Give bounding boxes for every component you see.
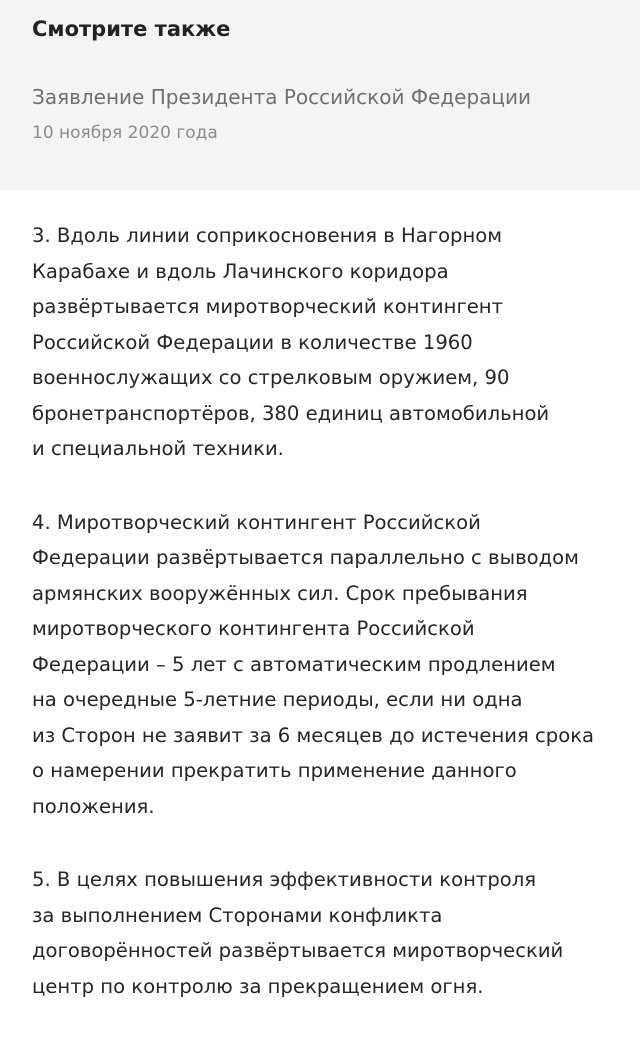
paragraph-line: 3. Вдоль линии соприкосновения в Нагорном <box>32 224 503 247</box>
see-also-block <box>0 0 640 190</box>
paragraph-line: 4. Миротворческий контингент Российской <box>32 510 481 534</box>
paragraph-line: бронетранспортёров, 380 единиц автомобильной <box>32 401 550 425</box>
paragraph-3 <box>32 218 608 467</box>
paragraph-line: 5. В целях повышения эффективности контроля <box>32 868 537 891</box>
paragraph-line: положения. <box>32 794 155 818</box>
paragraph-4 <box>32 505 608 825</box>
paragraph-line: Федерации развёртывается параллельно с выводом <box>32 546 579 569</box>
see-also-heading: Смотрите также <box>32 17 231 41</box>
paragraph-line: о намерении прекратить применение данного <box>32 759 517 782</box>
paragraph-line: миротворческого контингента Российской <box>32 617 475 640</box>
see-also-link[interactable]: Заявление Президента Российской Федерации <box>32 85 532 109</box>
paragraph-line: за выполнением Сторонами конфликта <box>32 903 443 927</box>
article-body <box>0 190 640 1004</box>
paragraph-line: центр по контролю за прекращением огня. <box>32 974 484 998</box>
paragraph-line: на очередные 5-летние периоды, если ни одна <box>32 688 523 711</box>
paragraph-line: развёртывается миротворческий контингент <box>32 295 504 318</box>
paragraph-5 <box>32 862 608 1004</box>
paragraph-line: и специальной техники. <box>32 437 284 460</box>
paragraph-line: Российской Федерации в количестве 1960 <box>32 330 473 354</box>
paragraph-line: договорённостей развёртывается миротворческий <box>32 939 564 962</box>
paragraph-line: военнослужащих со стрелковым оружием, 90 <box>32 366 510 389</box>
paragraph-line: армянских вооружённых сил. Срок пребывания <box>32 581 528 605</box>
paragraph-line: Карабахе и вдоль Лачинского коридора <box>32 259 449 283</box>
see-also-date: 10 ноября 2020 года <box>32 123 218 143</box>
paragraph-line: Федерации – 5 лет с автоматическим продлением <box>32 652 556 676</box>
paragraph-line: из Сторон не заявит за 6 месяцев до истечения срока <box>32 723 595 747</box>
